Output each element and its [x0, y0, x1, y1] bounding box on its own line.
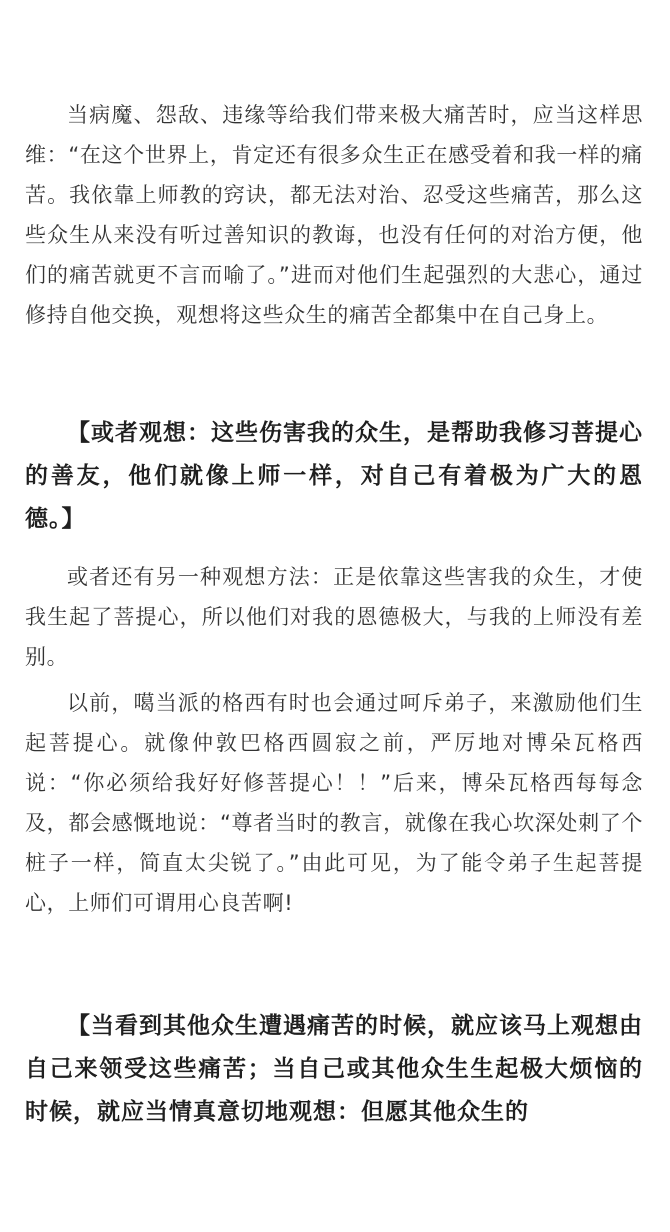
paragraph-alternative-method: 或者还有另一种观想方法：正是依靠这些害我的众生，才使我生起了菩提心，所以他们对我的恩德极大，与我的上师没有差别。	[25, 565, 643, 669]
paragraph-illness-contemplation: 当病魔、怨敌、违缘等给我们带来极大痛苦时，应当这样思维：“在这个世界上，肯定还有很多众生正在感受着和我一样的痛苦。我依靠上师教的窍诀，都无法对治、忍受这些痛苦，那么这些众生从来没有听过善知识的教诲，也没有任何的对治方便，他们的痛苦就更不言而喻了。”进而对他们生起强烈的大悲心，通过修持自他交换，观想将这些众生的痛苦全都集中在自己身上。	[25, 103, 643, 327]
bold-heading-benefactors: 【或者观想：这些伤害我的众生，是帮助我修习菩提心的善友，他们就像上师一样，对自己有着极为广大的恩德。】	[25, 419, 643, 532]
bold-heading-taking-suffering: 【当看到其他众生遭遇痛苦的时候，就应该马上观想由自己来领受这些痛苦；当自己或其他众生生起极大烦恼的时候，就应当情真意切地观想：但愿其他众生的	[25, 1012, 643, 1125]
paragraph-kadampa-geshe-story: 以前，噶当派的格西有时也会通过呵斥弟子，来激励他们生起菩提心。就像仲敦巴格西圆寂之前，严厉地对博朵瓦格西说：“你必须给我好好修菩提心！！”后来，博朵瓦格西每每念及，都会感慨地说：“尊者当时的教言，就像在我心坎深处刺了个桩子一样，简直太尖锐了。”由此可见，为了能令弟子生起菩提心，上师们可谓用心良苦啊!	[25, 691, 643, 915]
